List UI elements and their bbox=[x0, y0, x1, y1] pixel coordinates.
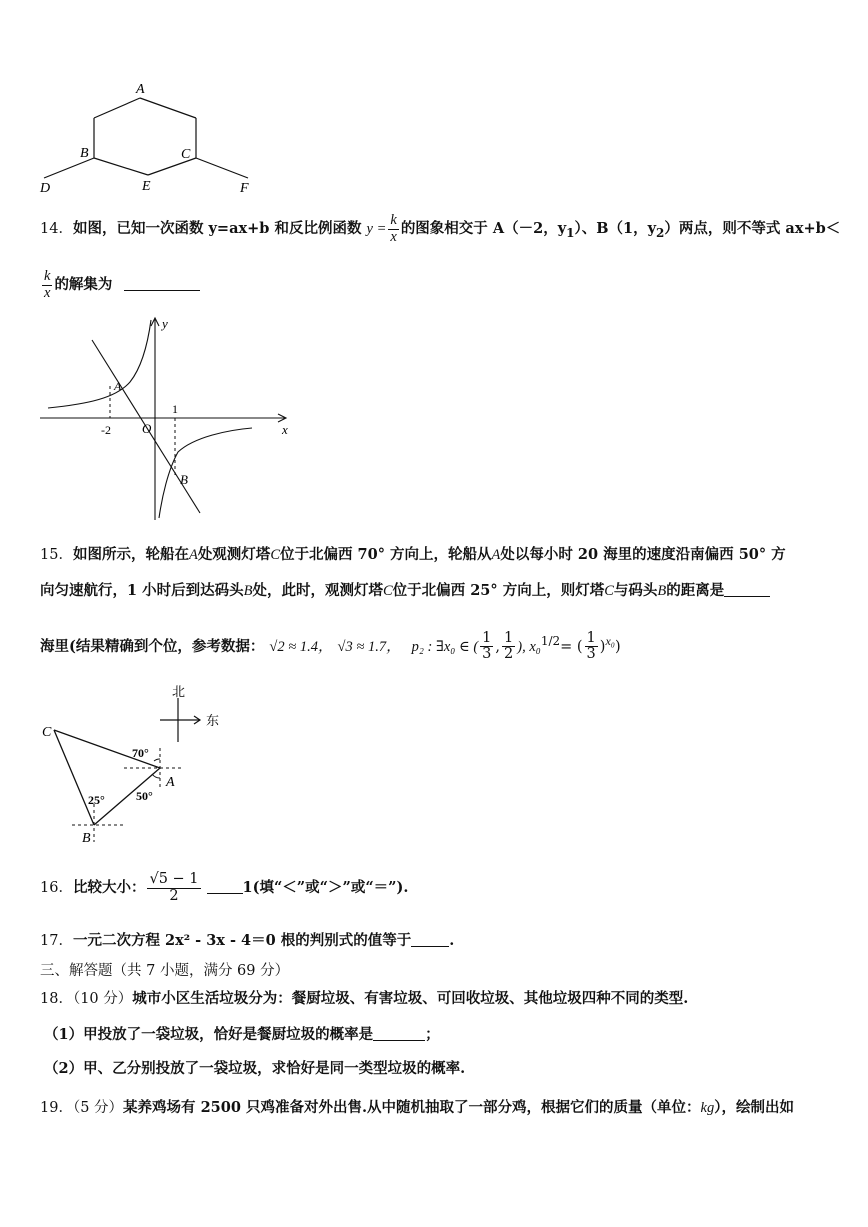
q15-sqrt2: √2 ≈ 1.4， bbox=[269, 638, 333, 655]
q14-text3: ）、B（1，y bbox=[574, 220, 657, 237]
q18-p1: （1）甲投放了一袋垃圾，恰好是餐厨垃圾的概率是 bbox=[44, 1026, 374, 1043]
q14-graph bbox=[38, 312, 298, 527]
q15-C2: C bbox=[383, 583, 393, 599]
q16-text2: 1(填“＜”或“＞”或“＝”). bbox=[242, 879, 409, 896]
q17-end: . bbox=[449, 932, 455, 949]
q16-frac-num: √5 − 1 bbox=[149, 871, 199, 888]
q19-text2: ），绘制出如 bbox=[714, 1099, 794, 1116]
q15-l1b: 处观测灯塔 bbox=[197, 546, 271, 563]
q14-frac2-k: k bbox=[44, 268, 51, 285]
hexagon-figure bbox=[36, 80, 266, 198]
q16-frac-den: 2 bbox=[169, 887, 179, 904]
q15-frac2 bbox=[502, 631, 515, 662]
q14-number: 14． bbox=[40, 221, 73, 237]
q15-l2d: 与码头 bbox=[613, 582, 658, 599]
section-3-title: 三、解答题（共 7 小题，满分 69 分） bbox=[40, 963, 290, 979]
q14-text5: 的解集为 bbox=[54, 276, 113, 293]
q15-l2e: 的距离是 bbox=[666, 582, 725, 599]
q19-line bbox=[40, 1096, 794, 1120]
q18-answer-blank[interactable] bbox=[373, 1026, 425, 1041]
q19-score: （5 分） bbox=[72, 1100, 124, 1116]
q18-p1-end: ； bbox=[425, 1026, 440, 1043]
q16-line bbox=[40, 866, 408, 910]
angle-70: 70° bbox=[132, 746, 149, 760]
q14-frac-x: x bbox=[390, 228, 397, 245]
q14-sub2: 2 bbox=[656, 225, 665, 240]
angle-25: 25° bbox=[88, 793, 105, 807]
q15-frac3 bbox=[585, 631, 598, 662]
label-A: A bbox=[136, 82, 145, 97]
label-F: F bbox=[240, 181, 249, 196]
q14-text2: 的图象相交于 A（－2，y bbox=[400, 220, 567, 237]
q18-number: 18． bbox=[40, 991, 73, 1007]
q15-l1d: 处以每小时 20 海里的速度沿南偏西 50° 方 bbox=[500, 546, 786, 563]
q15-x0sup: x₀ bbox=[605, 634, 615, 648]
q14-line1 bbox=[40, 212, 840, 250]
q15-l2b: 处，此时，观测灯塔 bbox=[252, 582, 383, 599]
q14-frac2-x: x bbox=[44, 284, 51, 301]
q15-number: 15． bbox=[40, 547, 73, 563]
q17-text1: 一元二次方程 2x² - 3x - 4＝0 根的判别式的值等于 bbox=[72, 932, 412, 949]
q15-answer-blank[interactable] bbox=[724, 582, 770, 597]
q15-frac2-num: 1 bbox=[504, 630, 514, 647]
q18-p2: （2）甲、乙分别投放了一袋垃圾，求恰好是同一类型垃圾的概率. bbox=[44, 1060, 466, 1077]
q15-line3 bbox=[40, 620, 621, 668]
q15-A2: A bbox=[491, 547, 501, 563]
q19-text: 某养鸡场有 2500 只鸡准备对外出售.从中随机抽取了一部分鸡，根据它们的质量（单位： bbox=[123, 1099, 701, 1116]
q15-l2a: 向匀速航行，1 小时后到达码头 bbox=[40, 582, 244, 599]
q18-part2 bbox=[44, 1058, 465, 1080]
q15-A1: A bbox=[188, 547, 198, 563]
q15-frac2-den: 2 bbox=[504, 646, 514, 663]
q19-unit: kg bbox=[700, 1100, 715, 1116]
label-C: C bbox=[181, 147, 191, 162]
q15-C3: C bbox=[604, 583, 614, 599]
q14-eq-y: y = bbox=[366, 221, 387, 237]
graph-y-label: y bbox=[162, 316, 168, 331]
q16-number: 16． bbox=[40, 880, 73, 896]
q15-eq: = ( bbox=[560, 638, 583, 655]
q15-B1: B bbox=[243, 583, 253, 599]
q15-C1: C bbox=[270, 547, 280, 563]
q17-number: 17． bbox=[40, 933, 73, 949]
q15-B2: B bbox=[657, 583, 667, 599]
compass-east: 东 bbox=[206, 713, 220, 728]
graph-A-label: A bbox=[114, 379, 122, 393]
q15-l2c: 位于北偏西 25° 方向上，则灯塔 bbox=[392, 582, 605, 599]
q16-fraction bbox=[147, 872, 200, 903]
q15-p2: p₂ : ∃x₀ ∈ ( bbox=[411, 638, 479, 655]
q16-text1: 比较大小： bbox=[72, 879, 146, 896]
graph-x-label: x bbox=[282, 422, 288, 437]
q14-frac-k: k bbox=[390, 212, 397, 229]
q15-frac1-den: 3 bbox=[482, 646, 492, 663]
q16-answer-blank[interactable] bbox=[207, 879, 243, 894]
q15-frac1 bbox=[480, 631, 493, 662]
angle-50: 50° bbox=[136, 789, 153, 803]
q18-part1 bbox=[44, 1024, 440, 1046]
q15-diagram bbox=[36, 682, 236, 852]
label-A-ship: A bbox=[166, 775, 175, 790]
q14-text1: 如图，已知一次函数 y=ax+b 和反比例函数 bbox=[72, 220, 362, 237]
q15-l3a: 海里(结果精确到个位，参考数据： bbox=[40, 637, 265, 655]
q15-frac3-den: 3 bbox=[586, 646, 596, 663]
q15-line2 bbox=[40, 580, 770, 602]
q18-line bbox=[40, 988, 688, 1010]
q17-answer-blank[interactable] bbox=[411, 932, 449, 947]
q15-line1 bbox=[40, 544, 786, 566]
q19-number: 19． bbox=[40, 1100, 73, 1116]
q17-line bbox=[40, 930, 454, 952]
label-D: D bbox=[40, 181, 51, 196]
graph-B-label: B bbox=[180, 472, 188, 487]
label-E: E bbox=[142, 179, 151, 194]
q15-l1c: 位于北偏西 70° 方向上，轮船从 bbox=[279, 546, 492, 563]
q14-sub1: 1 bbox=[566, 225, 575, 240]
q15-close: ) bbox=[599, 638, 606, 655]
q15-comma: , bbox=[495, 638, 501, 655]
compass-north: 北 bbox=[172, 684, 186, 699]
label-C-ship: C bbox=[42, 725, 52, 740]
q15-exp: 1/2 bbox=[540, 634, 561, 648]
q15-frac3-num: 1 bbox=[586, 630, 596, 647]
q18-score: （10 分） bbox=[72, 991, 133, 1007]
graph-origin-label: O bbox=[142, 421, 152, 436]
q14-line2 bbox=[40, 268, 200, 302]
label-B: B bbox=[80, 146, 89, 161]
q14-fraction2 bbox=[42, 269, 52, 300]
q15-l1a: 如图所示，轮船在 bbox=[72, 546, 189, 563]
q18-text: 城市小区生活垃圾分为：餐厨垃圾、有害垃圾、可回收垃圾、其他垃圾四种不同的类型. bbox=[132, 990, 689, 1007]
q14-answer-blank[interactable] bbox=[124, 276, 200, 291]
q14-fraction bbox=[388, 213, 398, 244]
graph-one-label: 1 bbox=[172, 402, 178, 416]
graph-neg2-label: -2 bbox=[101, 423, 111, 437]
q15-sqrt3: √3 ≈ 1.7， bbox=[337, 638, 401, 655]
q15-x0: ), x₀ bbox=[517, 638, 541, 655]
label-B-ship: B bbox=[82, 831, 91, 846]
q15-frac1-num: 1 bbox=[482, 630, 492, 647]
q15-close2: ) bbox=[614, 638, 621, 655]
q14-text4: ）两点，则不等式 ax+b＜ bbox=[664, 220, 841, 237]
